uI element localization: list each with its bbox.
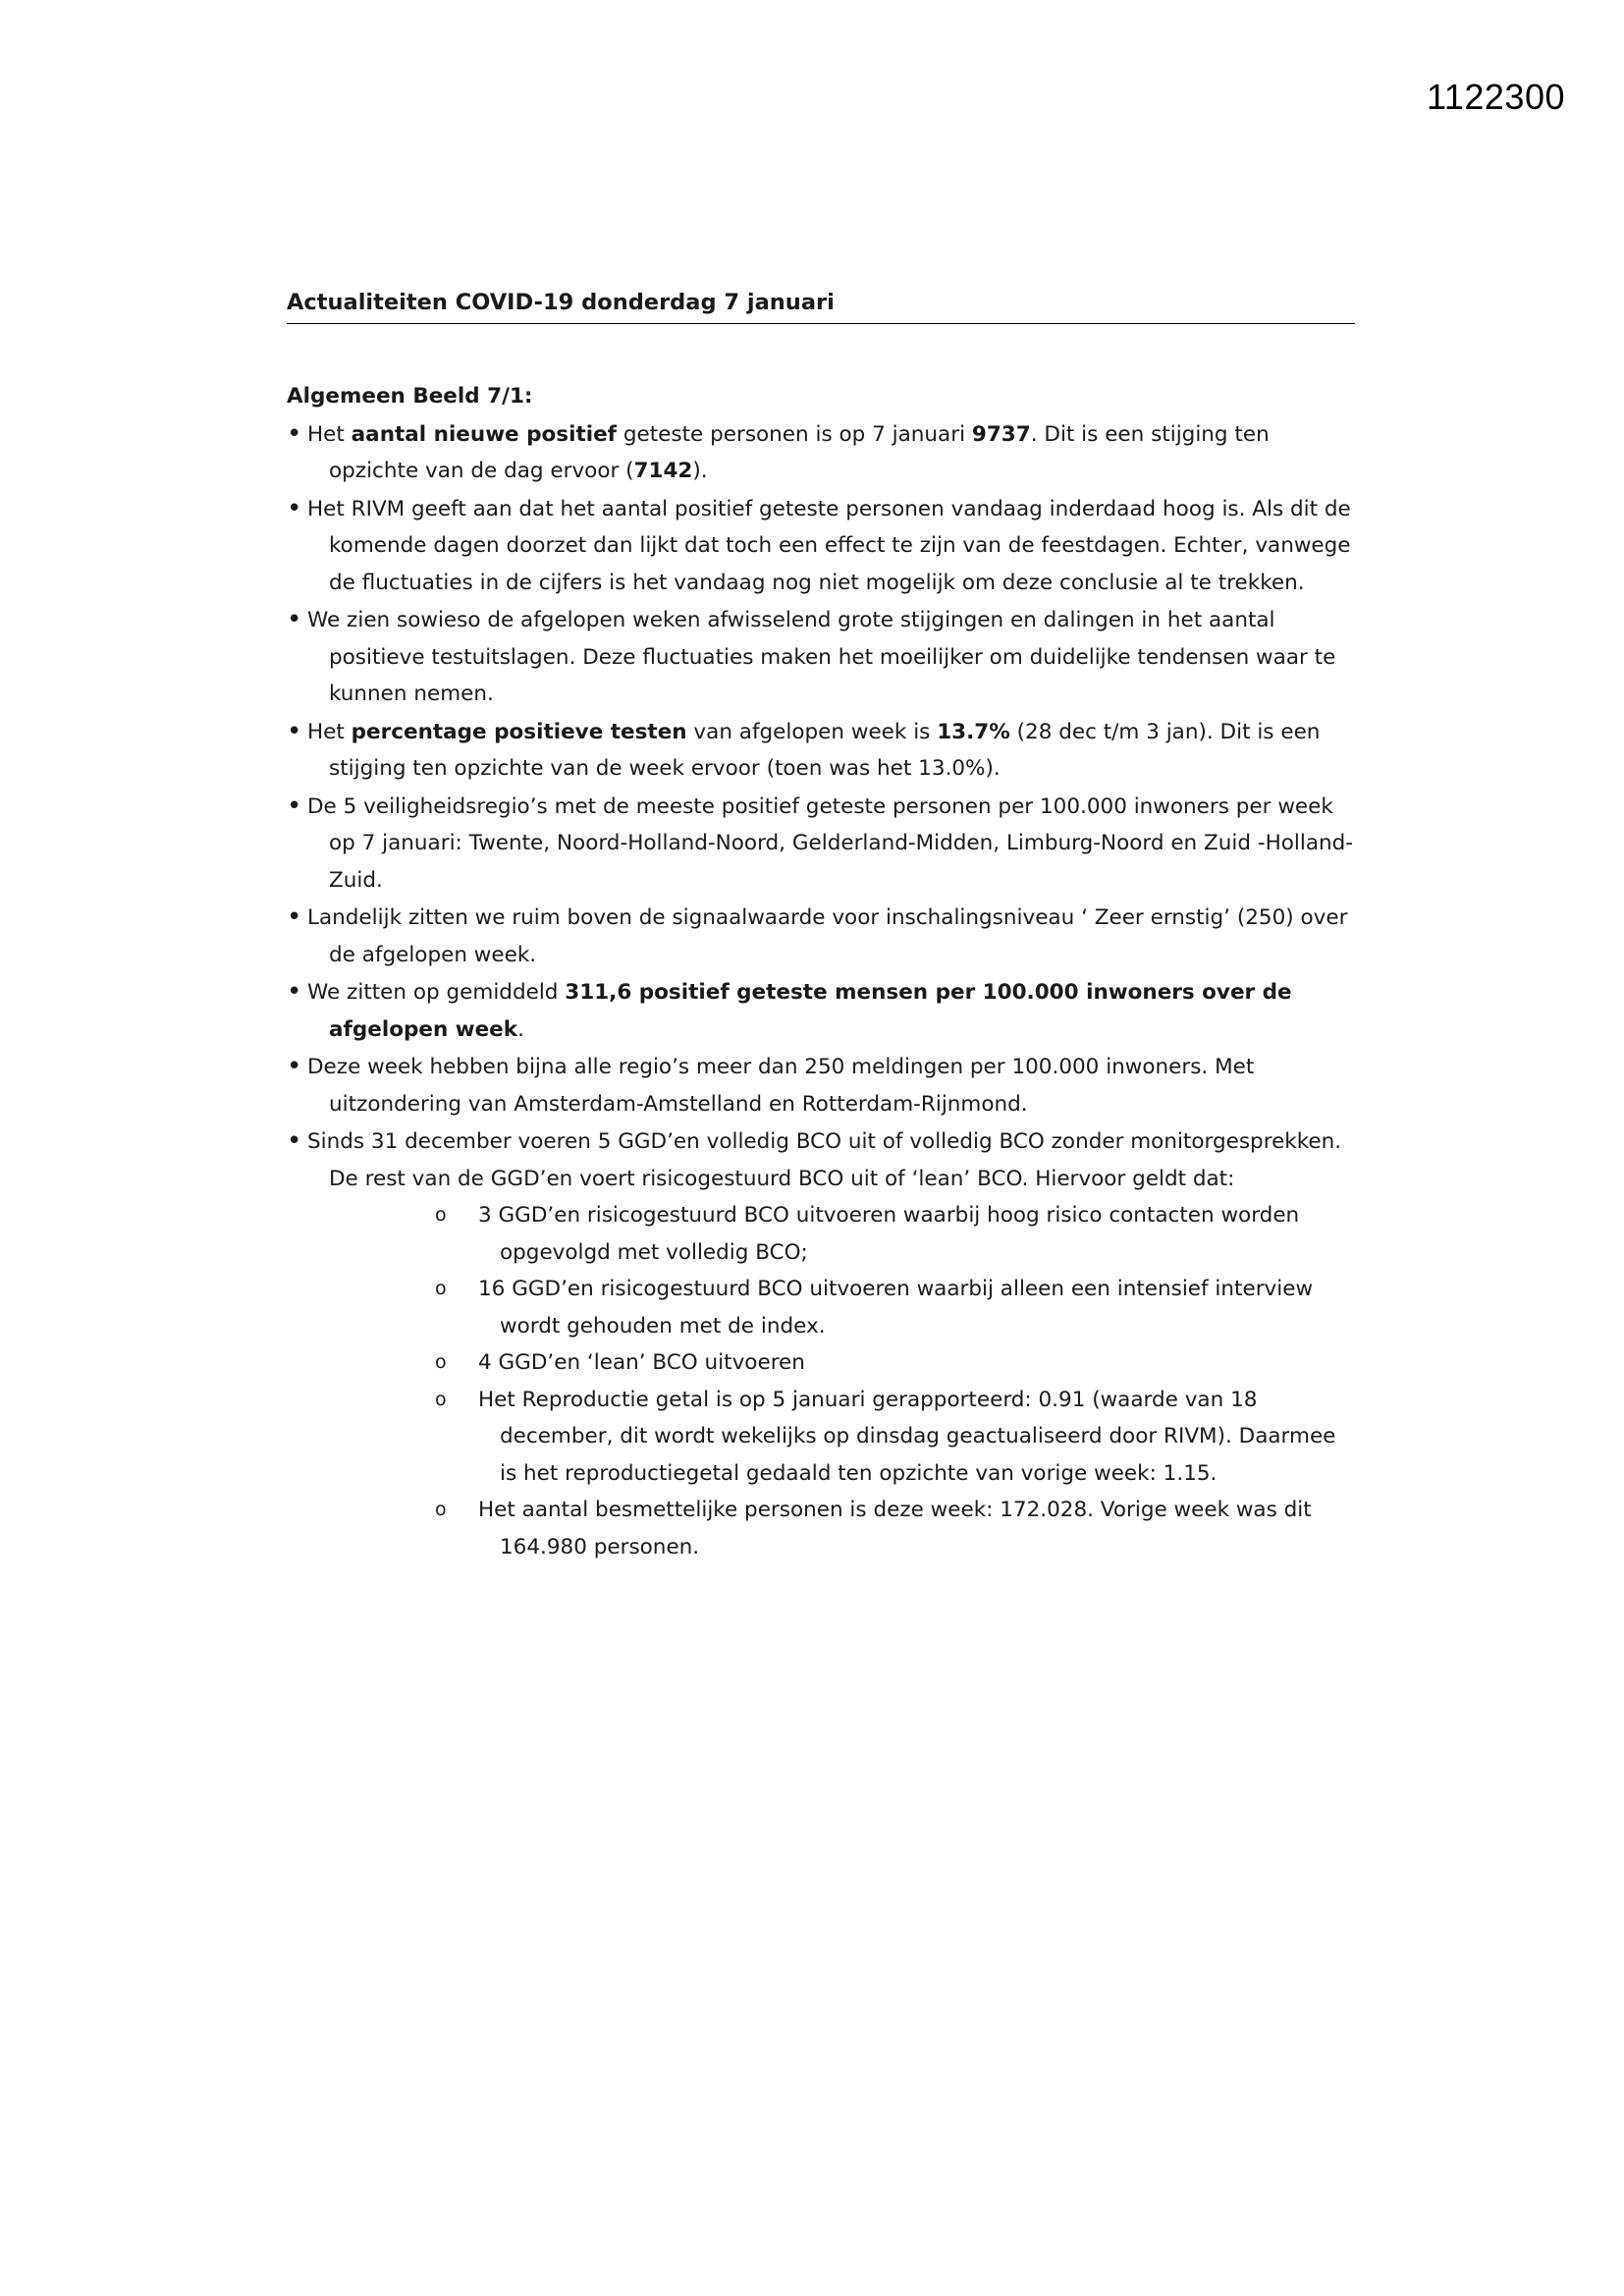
bullet-item: [287, 789, 1355, 900]
bullet-item: [287, 416, 1355, 490]
text-segment: We zitten op gemiddeld: [307, 980, 566, 1005]
bullet-item: [287, 1049, 1355, 1122]
text-segment: Het: [307, 421, 352, 447]
text-segment: Het: [307, 719, 352, 744]
sub-list-item: o 4 GGD’en ‘lean’ BCO uitvoeren: [329, 1344, 1355, 1382]
text-segment: Het RIVM geeft aan dat het aantal positief geteste personen vandaag inderdaad hoog is. Als dit de komende dagen doorzet dan lijkt dat toch een effect te zijn van de feestdagen. Echter, vanwege de fluctuaties in de cijfers is het vandaag nog niet mogelijk om deze conclusie al te trekken.: [307, 496, 1351, 595]
text-segment: geteste personen is op 7 januari: [617, 421, 972, 447]
text-segment: Sinds 31 december voeren 5 GGD’en volledig BCO uit of volledig BCO zonder monitorgesprekken. De rest van de GGD’en voert risicogestuurd BCO uit of ‘lean’ BCO. Hiervoor geldt dat:: [307, 1129, 1342, 1191]
text-segment: We zien sowieso de afgelopen weken afwisselend grote stijgingen en dalingen in het aantal positieve testuitslagen. Deze fluctuaties maken het moeilijker om duidelijke tendensen waar te kunnen nemen.: [307, 608, 1336, 706]
text-segment: . Dit is een stijging ten opzichte van de dag ervoor (: [329, 421, 1270, 483]
text-segment: (28 dec t/m 3 jan). Dit is een stijging ten opzichte van de week ervoor (toen was het 13.0%).: [329, 719, 1321, 781]
bullet-item: [287, 602, 1355, 713]
sub-list-item: o Het Reproductie getal is op 5 januari gerapporteerd: 0.91 (waarde van 18 december, dit wordt wekelijks op dinsdag geactualiseerd door RIVM). Daarmee is het reproductiegetal gedaald ten opzichte van vorige week: 1.15.: [329, 1382, 1355, 1493]
bold-text: aantal nieuwe positief: [351, 421, 618, 447]
bullet-item: [287, 714, 1355, 788]
bullet-item: [287, 491, 1355, 602]
text-segment: De 5 veiligheidsregio’s met de meeste positief geteste personen per 100.000 inwoners per week op 7 januari: Twente, Noord-Holland-Noord, Gelderland-Midden, Limburg-Noord en Zuid -Holland-Zuid.: [307, 793, 1354, 893]
document-body: [287, 285, 1355, 1566]
bullet-list: [287, 416, 1355, 1566]
sub-list: [329, 1197, 1355, 1565]
bold-text: 7142: [633, 459, 693, 483]
section-heading: Algemeen Beeld 7/1:: [287, 384, 533, 409]
bullet-item: [287, 974, 1355, 1048]
text-segment: .: [517, 1016, 524, 1042]
bold-text: 13.7%: [937, 719, 1010, 744]
text-segment: Deze week hebben bijna alle regio’s meer dan 250 meldingen per 100.000 inwoners. Met uitzondering van Amsterdam-Amstelland en Rotterdam-Rijnmond.: [307, 1055, 1255, 1117]
bullet-item: [287, 1123, 1355, 1565]
document-number: 1122300: [1427, 77, 1565, 117]
bullet-item: [287, 900, 1355, 973]
text-segment: van afgelopen week is: [686, 719, 938, 744]
sub-list-item: o 16 GGD’en risicogestuurd BCO uitvoeren waarbij alleen een intensief interview wordt gehouden met de index.: [329, 1271, 1355, 1344]
page-title: Actualiteiten COVID-19 donderdag 7 januari: [287, 285, 1355, 324]
bold-text: 311,6 positief geteste mensen per 100.000 inwoners over de afgelopen week: [329, 980, 1292, 1042]
bold-text: percentage positieve testen: [351, 719, 687, 744]
text-segment: ).: [692, 459, 708, 483]
bold-text: 9737: [971, 421, 1031, 447]
text-segment: Landelijk zitten we ruim boven de signaalwaarde voor inschalingsniveau ‘ Zeer ernstig’ (250) over de afgelopen week.: [307, 905, 1348, 967]
sub-list-item: o Het aantal besmettelijke personen is deze week: 172.028. Vorige week was dit 164.980 personen.: [329, 1492, 1355, 1565]
sub-list-item: o 3 GGD’en risicogestuurd BCO uitvoeren waarbij hoog risico contacten worden opgevolgd met volledig BCO;: [329, 1197, 1355, 1271]
